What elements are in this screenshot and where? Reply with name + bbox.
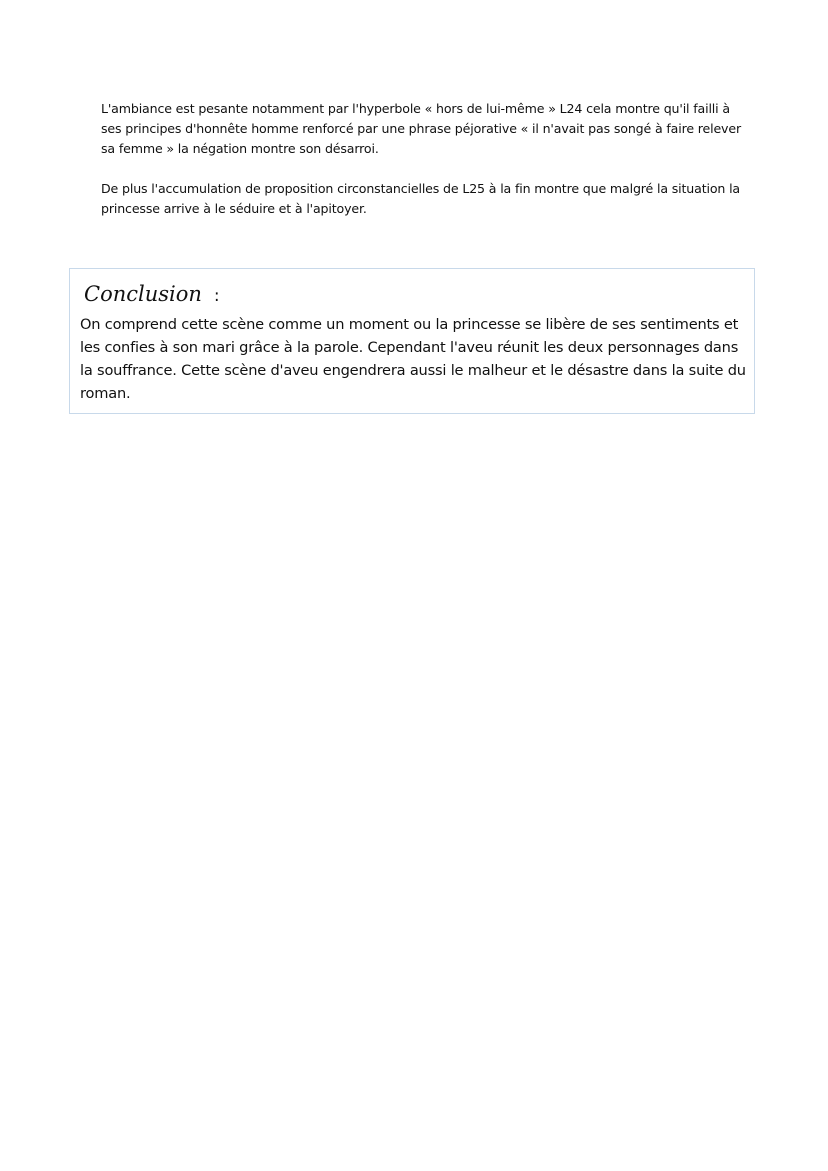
conclusion-heading-label: Conclusion: [84, 282, 202, 306]
conclusion-text: On comprend cette scène comme un moment ou la princesse se libère de ses sentiments et les confies à son mari grâce à la parole. Cependant l'aveu réunit les deux personnages dans la souffrance. Cette scène d'aveu engendrera aussi le malheur et le désastre dans la suite du roman.: [80, 316, 746, 402]
conclusion-box: [69, 268, 755, 414]
analysis-paragraph-accumulation: De plus l'accumulation de proposition circonstancielles de L25 à la fin montre que malgré la situation la princesse arrive à le séduire et à l'apitoyer.: [101, 181, 740, 216]
analysis-paragraph-ambiance: L'ambiance est pesante notamment par l'hyperbole « hors de lui-même » L24 cela montre qu'il failli à ses principes d'honnête homme renforcé par une phrase péjorative « il n'avait pas songé à faire relever sa femme » la négation montre son désarroi.: [101, 101, 741, 156]
conclusion-heading: [84, 279, 220, 311]
conclusion-heading-colon: :: [213, 286, 220, 306]
